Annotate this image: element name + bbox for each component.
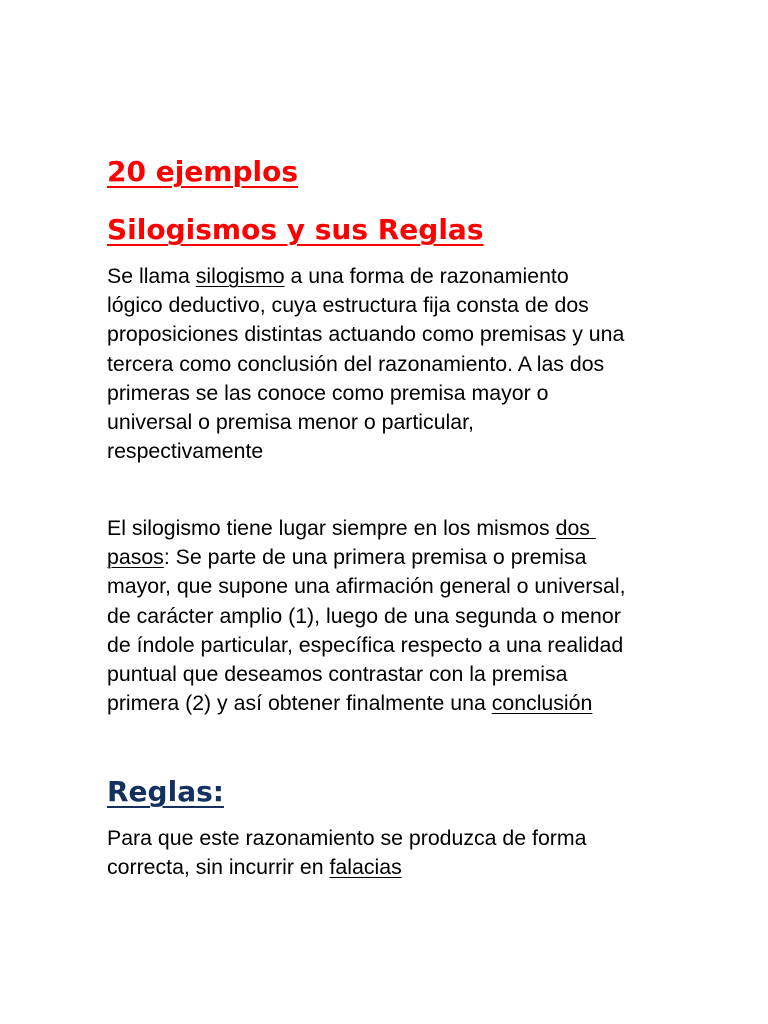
text-line: universal o premisa menor o particular, — [107, 410, 474, 435]
text-line: tercera como conclusión del razonamiento. A las dos — [107, 351, 605, 376]
text-line: de índole particular, específica respecto a una realidad — [107, 632, 624, 657]
link-silogismo[interactable]: silogismo — [195, 264, 285, 288]
text-line: proposiciones distintas actuando como premisas y una — [107, 322, 625, 347]
text-span: : Se parte de una primera premisa o premisa — [163, 545, 587, 570]
paragraph-pasos — [107, 514, 667, 718]
document-title: 20 ejemplos — [107, 155, 299, 188]
paragraph-definition — [107, 262, 667, 466]
text-line — [107, 514, 667, 543]
text-line: mayor, que supone una afirmación general o universal, — [107, 574, 626, 599]
text-line: de carácter amplio (1), luego de una segunda o menor — [107, 603, 621, 628]
text-line — [107, 262, 667, 291]
text-span: El silogismo tiene lugar siempre en los mismos — [107, 516, 556, 540]
text-span: Se llama — [107, 264, 196, 288]
text-line: primeras se las conoce como premisa mayor o — [107, 380, 549, 405]
text-line — [107, 543, 667, 572]
link-dos-pasos-cont[interactable]: pasos — [107, 545, 164, 570]
text-line: Para que este razonamiento se produzca de forma — [107, 826, 587, 850]
text-span: a una forma de razonamiento — [284, 264, 569, 288]
text-span: primera (2) y así obtener finalmente una — [107, 691, 492, 716]
text-span: correcta, sin incurrir en — [107, 855, 330, 880]
text-line: respectivamente — [107, 439, 264, 464]
text-line — [107, 853, 667, 882]
text-line — [107, 689, 667, 718]
link-falacias[interactable]: falacias — [329, 855, 402, 880]
text-line: puntual que deseamos contrastar con la premisa — [107, 662, 568, 687]
link-dos-pasos[interactable]: dos — [555, 516, 596, 540]
document-subtitle: Silogismos y sus Reglas — [107, 213, 484, 246]
text-line: lógico deductivo, cuya estructura fija consta de dos — [107, 293, 589, 318]
link-conclusion[interactable]: conclusión — [491, 691, 593, 716]
reglas-heading: Reglas: — [107, 775, 224, 808]
paragraph-reglas — [107, 824, 667, 882]
